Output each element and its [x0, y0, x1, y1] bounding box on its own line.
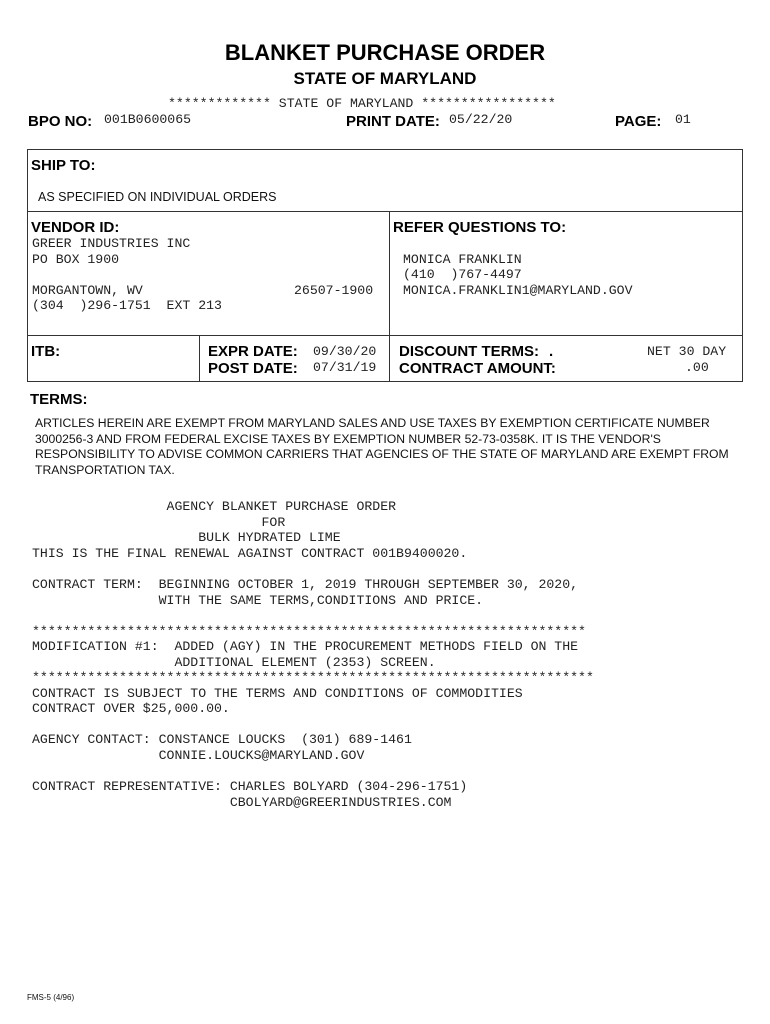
body-line: THIS IS THE FINAL RENEWAL AGAINST CONTRACT 001B9400020.	[32, 546, 468, 561]
contract-amount-label: CONTRACT AMOUNT:	[399, 360, 556, 377]
contract-amount-value: .00	[685, 360, 709, 375]
document-subtitle: STATE OF MARYLAND	[293, 69, 477, 88]
body-line: WITH THE SAME TERMS,CONDITIONS AND PRICE.	[32, 593, 484, 608]
post-date-value: 07/31/19	[313, 360, 377, 375]
body-line: CONTRACT IS SUBJECT TO THE TERMS AND CONDITIONS OF COMMODITIES	[32, 686, 523, 701]
post-date-label: POST DATE:	[208, 360, 298, 377]
vendor-zip: 26507-1900	[294, 283, 374, 298]
refer-contact-phone: (410 )767-4497	[403, 267, 522, 282]
vendor-city-state: MORGANTOWN, WV	[32, 283, 143, 298]
expr-date-label: EXPR DATE:	[208, 343, 298, 360]
state-banner: ************* STATE OF MARYLAND *****************	[168, 96, 556, 111]
page-number-value: 01	[675, 112, 691, 127]
print-date-label: PRINT DATE:	[346, 113, 440, 130]
body-line: AGENCY BLANKET PURCHASE ORDER	[32, 499, 397, 514]
vendor-refer-divider	[389, 211, 390, 382]
terms-label: TERMS:	[30, 391, 88, 408]
ship-to-value: AS SPECIFIED ON INDIVIDUAL ORDERS	[38, 190, 277, 204]
itb-expr-divider	[199, 335, 200, 382]
bpo-number-label: BPO NO:	[28, 113, 93, 130]
bpo-number-value: 001B0600065	[104, 112, 192, 127]
terms-text: ARTICLES HEREIN ARE EXEMPT FROM MARYLAND SALES AND USE TAXES BY EXEMPTION CERTIFICATE NUMBER 3000256-3 AND FROM FEDERAL EXCISE TAXES BY EXEMPTION NUMBER 52-73-0358K. IT IS THE VENDOR'S RESPONSIBILITY TO ADVISE COMMON CARRIERS THAT AGENCIES OF THE STATE OF MARYLAND ARE EXEMPT FROM TRANSPORTATION TAX.	[35, 416, 729, 477]
body-line: CONTRACT REPRESENTATIVE: CHARLES BOLYARD (304-296-1751)	[32, 779, 468, 794]
vendor-address: PO BOX 1900	[32, 252, 120, 267]
discount-terms-label: DISCOUNT TERMS:	[399, 343, 539, 360]
vendor-phone: (304 )296-1751 EXT 213	[32, 298, 222, 313]
document-title: BLANKET PURCHASE ORDER	[224, 40, 546, 65]
body-line: ***********************************************************************	[32, 670, 594, 685]
itb-label: ITB:	[31, 343, 61, 360]
refer-contact-email: MONICA.FRANKLIN1@MARYLAND.GOV	[403, 283, 633, 298]
vendor-name: GREER INDUSTRIES INC	[32, 236, 191, 251]
vendor-id-label: VENDOR ID:	[31, 219, 120, 236]
discount-terms-value: NET 30 DAY	[647, 344, 727, 359]
print-date-value: 05/22/20	[449, 112, 513, 127]
refer-contact-name: MONICA FRANKLIN	[403, 252, 522, 267]
discount-terms-dot: .	[549, 343, 554, 360]
refer-questions-label: REFER QUESTIONS TO:	[393, 219, 567, 236]
body-line: **********************************************************************	[32, 624, 586, 639]
body-line: CONTRACT OVER $25,000.00.	[32, 701, 230, 716]
body-line: CONNIE.LOUCKS@MARYLAND.GOV	[32, 748, 365, 763]
body-line: AGENCY CONTACT: CONSTANCE LOUCKS (301) 689-1461	[32, 732, 412, 747]
body-line: CONTRACT TERM: BEGINNING OCTOBER 1, 2019 THROUGH SEPTEMBER 30, 2020,	[32, 577, 579, 592]
body-line: ADDITIONAL ELEMENT (2353) SCREEN.	[32, 655, 436, 670]
form-grid-frame	[27, 149, 743, 382]
page-number-label: PAGE:	[615, 113, 662, 130]
expr-date-value: 09/30/20	[313, 344, 377, 359]
body-line: CBOLYARD@GREERINDUSTRIES.COM	[32, 795, 452, 810]
form-id-footer: FMS-5 (4/96)	[27, 993, 75, 1002]
body-line: MODIFICATION #1: ADDED (AGY) IN THE PROCUREMENT METHODS FIELD ON THE	[32, 639, 579, 654]
body-line: BULK HYDRATED LIME	[32, 530, 341, 545]
ship-to-label: SHIP TO:	[31, 157, 96, 174]
vendor-divider	[27, 335, 743, 336]
ship-to-divider	[27, 211, 743, 212]
body-line: FOR	[32, 515, 286, 530]
